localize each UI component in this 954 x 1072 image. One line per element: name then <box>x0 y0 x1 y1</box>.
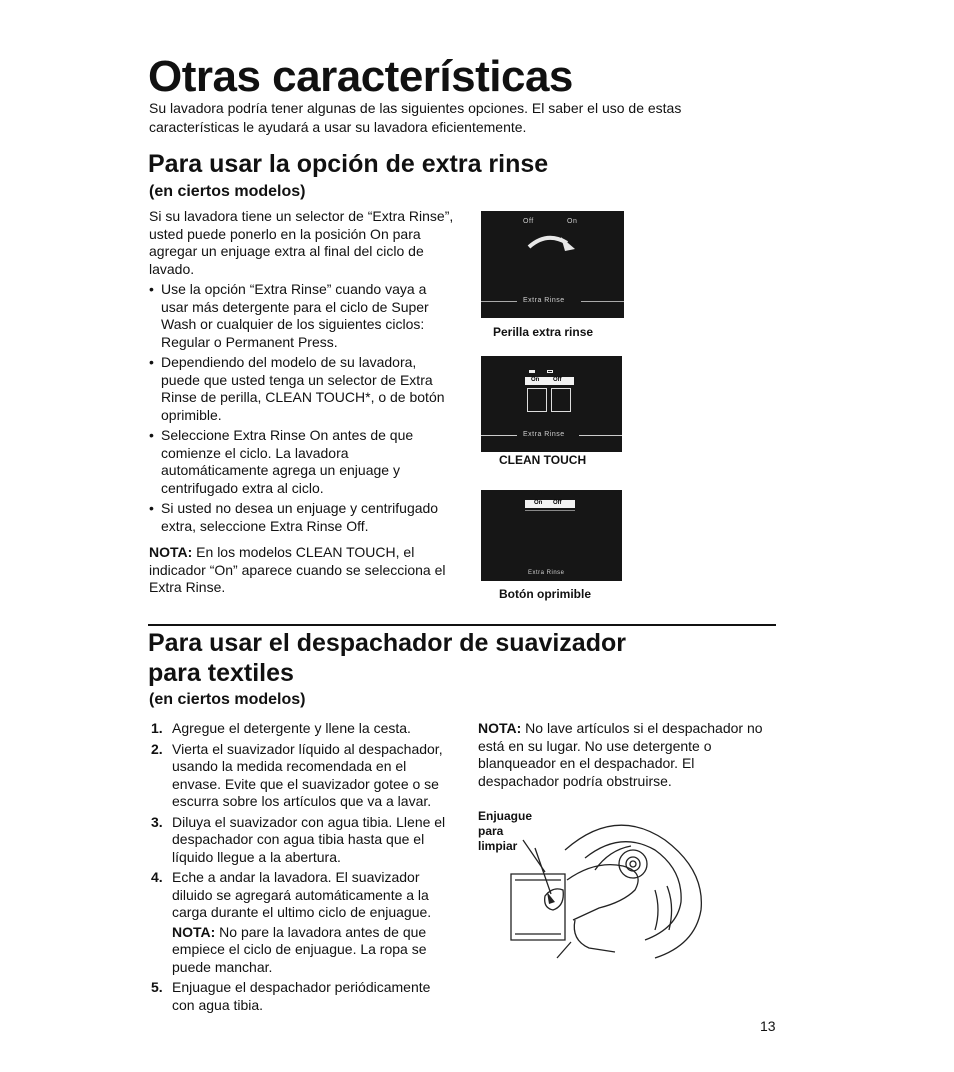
strip-on-label: On <box>531 377 540 383</box>
step-item <box>151 869 453 976</box>
label-line: para <box>478 824 504 838</box>
push-on-label: On <box>534 500 543 506</box>
section-extra-rinse-subheading: (en ciertos modelos) <box>149 183 306 200</box>
extra-rinse-knob-figure <box>481 211 624 318</box>
step-text: Diluya el suavizador con agua tibia. Llene el despachador con agua tibia hasta que el líquido llegue a la abertura. <box>172 813 446 865</box>
knob-caption: Perilla extra rinse <box>493 325 594 339</box>
push-button-rule <box>525 510 575 511</box>
section-extra-rinse-heading: Para usar la opción de extra rinse <box>148 150 549 178</box>
touch-pad-right <box>551 388 571 412</box>
step-number: 5. <box>151 979 163 995</box>
extra-rinse-bullets <box>149 281 454 535</box>
step-text: Eche a andar la lavadora. El suavizador diluido se agregará automáticamente a la carga durante el ultimo ciclo de enjuague. <box>172 869 432 920</box>
page-title: Otras características <box>148 52 573 101</box>
extra-rinse-column <box>149 208 454 597</box>
clean-touch-extra-rinse-label: Extra Rinse <box>523 431 565 438</box>
label-line: limpiar <box>478 839 518 853</box>
step-item <box>151 814 453 867</box>
divider <box>481 435 517 436</box>
divider <box>581 301 624 302</box>
softener-steps <box>151 720 453 1017</box>
note-text: No lave artículos si el despachador no está en su lugar. No use detergente o blanqueador en el despachador. El despachador podría obstruirse. <box>478 720 763 789</box>
bullet-item: • Seleccione Extra Rinse On antes de que comienze el ciclo. La lavadora automáticamente agrega un enjuage y centrifugado extra al ciclo. <box>149 427 454 497</box>
divider <box>579 435 622 436</box>
note-label: NOTA: <box>149 544 193 560</box>
bullet-item: • Use la opción “Extra Rinse” cuando vaya a usar más detergente para el ciclo de Super Wash or cualquier de los siguientes ciclos: Regular o Permanent Press. <box>149 281 454 351</box>
push-button-caption: Botón oprimible <box>499 587 591 601</box>
label-line: Enjuague <box>478 809 533 823</box>
extra-rinse-note <box>149 544 454 597</box>
bullet-item: • Dependiendo del modelo de su lavadora, puede que usted tenga un selector de Extra Rinse de perilla, CLEAN TOUCH*, o de botón oprimible. <box>149 354 454 424</box>
step-text: Agregue el detergente y llene la cesta. <box>172 720 411 736</box>
indicator-on <box>529 370 535 373</box>
knob-dial-icon <box>481 223 624 293</box>
section-divider <box>148 624 776 626</box>
clean-touch-caption: CLEAN TOUCH <box>499 453 587 467</box>
section-softener-heading <box>148 628 626 688</box>
push-on-off-strip <box>525 500 575 508</box>
step-item <box>151 741 453 811</box>
push-extra-rinse-label: Extra Rinse <box>528 570 565 576</box>
note-label: NOTA: <box>478 720 522 736</box>
step-number: 2. <box>151 740 163 757</box>
step-text: Enjuague el despachador periódicamente con agua tibia. <box>172 979 431 1013</box>
section-softener-subheading: (en ciertos modelos) <box>149 691 306 708</box>
heading-line-2: para textiles <box>148 659 294 687</box>
bullet-item: • Si usted no desea un enjuage y centrifugado extra, seleccione Extra Rinse Off. <box>149 500 454 535</box>
step-item <box>151 720 453 738</box>
push-button-figure <box>481 490 622 581</box>
step-number: 3. <box>151 813 163 830</box>
note-text: No pare la lavadora antes de que empiece el ciclo de enjuague. La ropa se puede manchar. <box>172 923 427 975</box>
indicator-off <box>547 370 553 373</box>
on-off-strip <box>525 377 574 385</box>
knob-on-label: On <box>567 218 578 225</box>
step-number: 4. <box>151 869 163 885</box>
extra-rinse-paragraph: Si su lavadora tiene un selector de “Extra Rinse”, usted puede ponerlo en la posición On para agregar un enjuage extra al final del ciclo de lavado. <box>149 208 454 277</box>
knob-off-label: Off <box>523 218 534 225</box>
note-label: NOTA: <box>172 923 216 940</box>
step-item <box>151 979 453 1014</box>
knob-extra-rinse-label: Extra Rinse <box>523 297 565 304</box>
page-number: 13 <box>760 1018 776 1034</box>
touch-pad-left <box>527 388 547 412</box>
strip-off-label: Off <box>553 377 562 383</box>
note-text: En los modelos CLEAN TOUCH, el indicador “On” aparece cuando se selecciona el Extra Rinse. <box>149 544 446 595</box>
divider <box>481 301 517 302</box>
clean-touch-figure <box>481 356 622 452</box>
dispenser-rinse-illustration <box>505 810 715 962</box>
push-off-label: Off <box>553 500 562 506</box>
softener-note <box>478 720 773 790</box>
step-note <box>172 924 453 977</box>
heading-line-1: Para usar el despachador de suavizador <box>148 629 626 657</box>
step-text: Vierta el suavizador líquido al despachador, usando la medida recomendada en el envase. Evite que el suavizador gotee o se escurra sobre los artículos que va a lavar. <box>172 740 443 809</box>
intro-text: Su lavadora podría tener algunas de las siguientes opciones. El saber el uso de estas características le ayudará a usar su lavadora eficientemente. <box>149 100 682 135</box>
step-number: 1. <box>151 720 163 736</box>
